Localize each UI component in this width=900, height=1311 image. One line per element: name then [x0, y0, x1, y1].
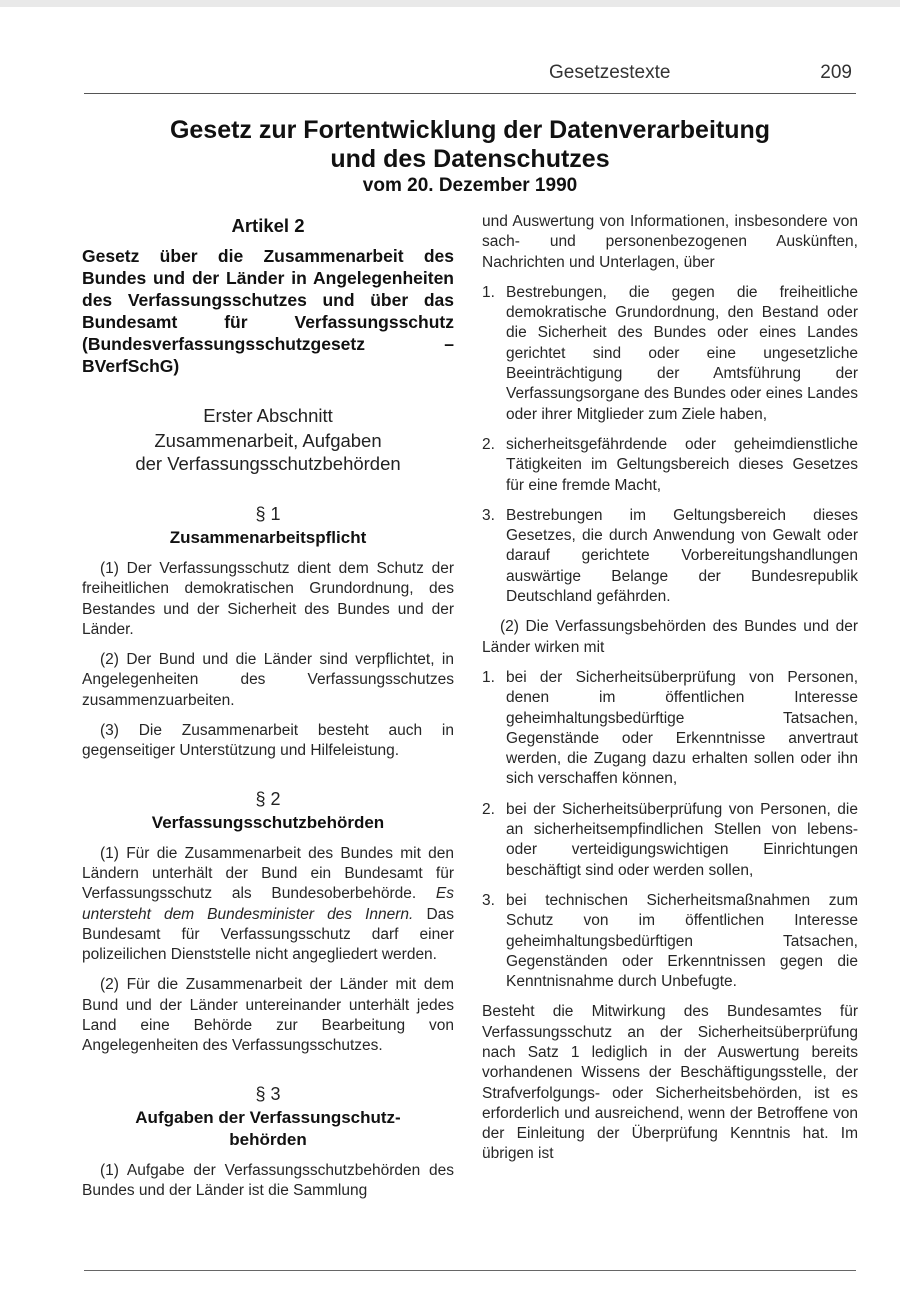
paragraph-2-2: (2) Für die Zusammenarbeit der Länder mit dem Bund und der Länder untereinander unterhält jedes Land eine Behörde zur Bearbeitung von Angelegenheiten des Verfassungsschutzes. [82, 976, 454, 1055]
section-title-line1: Zusammenarbeit, Aufgaben [154, 430, 382, 451]
list-item [482, 283, 858, 425]
page-number: 209 [820, 62, 852, 83]
paragraph-title-3-line2: behörden [229, 1129, 307, 1149]
paragraph-2-1-end: Das Bundesamt für Verfassungsschutz darf einer polizeilichen Dienststelle nicht angegliedert werden. [82, 905, 455, 964]
article-label: Artikel 2 [231, 215, 305, 236]
paragraph-title-3 [82, 1107, 454, 1151]
section-title [82, 430, 454, 475]
right-intro: und Auswertung von Informationen, insbesondere von sach- und personenbezogenen Auskünften, Nachrichten und Unterlagen, über [482, 213, 858, 271]
paragraph-1-3: (3) Die Zusammenarbeit besteht auch in gegenseitiger Unterstützung und Hilfeleistung. [82, 722, 454, 760]
task-list [482, 283, 858, 607]
list-item [482, 668, 858, 790]
list-item-number: 2. [482, 435, 495, 453]
paragraph-2-1-start: (1) Für die Zusammenarbeit des Bundes mit den Ländern unterhält der Bund ein Bundesamt für Verfassungsschutz als Bundesoberbehörde. [82, 844, 454, 903]
list-item-text: bei der Sicherheitsüberprüfung von Personen, die an sicherheitsempfindlichen Stellen von lebens- oder verteidigungswichtigen Einrichtungen beschäftigt sind oder werden sollen, [506, 800, 858, 879]
section-label: Erster Abschnitt [203, 405, 333, 426]
paragraph-sign-1: § 1 [255, 504, 281, 524]
list-item-number: 3. [482, 891, 495, 909]
right-column [482, 212, 858, 1175]
paragraph-title-1: Zusammenarbeitspflicht [169, 528, 367, 547]
list-item [482, 800, 858, 881]
paragraph-2-1-italic: Es untersteht dem Bundesminister des Innern. [82, 885, 454, 923]
left-column [82, 212, 454, 1211]
scan-top-edge [0, 0, 900, 7]
paragraph-title-2: Verfassungsschutzbehörden [151, 812, 385, 832]
list-item-text: bei der Sicherheitsüberprüfung von Personen, denen im öffentlichen Interesse geheimhaltungsbedürftige Tatsachen, Gegenstände oder Erkenntnisse anvertraut werden, die Zugang dazu erhalten sollen oder ihn sich verschaffen können, [506, 668, 858, 788]
list-item-number: 3. [482, 506, 495, 524]
list-item-number: 1. [482, 668, 495, 686]
paragraph-1-1: (1) Der Verfassungsschutz dient dem Schutz der freiheitlichen demokratischen Grundordnung, des Bestandes und der Sicherheit des Bundes und der Länder. [82, 560, 454, 638]
paragraph-title-3-line1: Aufgaben der Verfassungschutz- [135, 1107, 401, 1127]
list-item [482, 891, 858, 992]
footer-rule [84, 1270, 856, 1271]
paragraph-sign-2: § 2 [255, 788, 281, 809]
cooperation-list [482, 668, 858, 992]
header-rule [84, 93, 856, 94]
list-item-text: bei technischen Sicherheitsmaßnahmen zum Schutz von im öffentlichen Interesse geheimhaltungsbedürftigen Tatsachen, Gegenständen oder Erkenntnissen gegen die Kenntnisnahme durch Unbefugte. [506, 891, 858, 991]
list-item-number: 2. [482, 800, 495, 818]
paragraph-3-1: (1) Aufgabe der Verfassungsschutzbehörden des Bundes und der Länder ist die Sammlung [82, 1161, 454, 1199]
paragraph-2-1 [82, 844, 454, 966]
running-header [85, 62, 855, 86]
law-title-line2: und des Datenschutzes [330, 145, 610, 173]
paragraph-sign-3: § 3 [255, 1083, 281, 1104]
list-item-text: sicherheitsgefährdende oder geheimdienstliche Tätigkeiten im Geltungsbereich dieses Gesetzes für eine fremde Macht, [506, 435, 858, 494]
running-header-title: Gesetzestexte [549, 62, 671, 83]
law-date: vom 20. Dezember 1990 [362, 175, 578, 196]
list-item [482, 435, 858, 496]
paragraph-3-2: (2) Die Verfassungsbehörden des Bundes und der Länder wirken mit [482, 618, 858, 656]
list-item [482, 506, 858, 607]
closing-paragraph: Besteht die Mitwirkung des Bundesamtes für Verfassungsschutz an der Sicherheitsüberprüfung nach Satz 1 lediglich in der Auswertung bereits vorhandenen Wissens der Beschäftigungsstelle, der Strafverfolgungs- oder Sicherheitsbehörden, ist es erforderlich und ausreichend, wenn der Betroffene von der Einleitung der Überprüfung Kenntnis hat. Im übrigen ist [482, 1003, 858, 1163]
section-title-line2: der Verfassungsschutzbehörden [135, 452, 401, 474]
article-title: Gesetz über die Zusammenarbeit des Bundes und der Länder in Angelegenheiten des Verfassungsschutzes und über das Bundesamt für Verfassungsschutz (Bundesverfassungsschutzgesetz – BVerfSchG) [82, 246, 454, 376]
law-title-line1: Gesetz zur Fortentwicklung der Datenverarbeitung [169, 116, 771, 144]
law-title [84, 116, 856, 198]
list-item-text: Bestrebungen, die gegen die freiheitliche demokratische Grundordnung, den Bestand oder die Sicherheit des Bundes oder eines Landes gerichtet sind oder eine ungesetzliche Beeinträchtigung der Amtsführung der Verfassungsorgane des Bundes oder eines Landes oder ihrer Mitglieder zum Ziele haben, [506, 283, 858, 423]
list-item-text: Bestrebungen im Geltungsbereich dieses Gesetzes, die durch Anwendung von Gewalt oder darauf gerichtete Vorbereitungshandlungen auswärtige Belange der Bundesrepublik Deutschland gefährden. [506, 506, 858, 606]
list-item-number: 1. [482, 283, 495, 301]
paragraph-1-2: (2) Der Bund und die Länder sind verpflichtet, in Angelegenheiten des Verfassungsschutzes zusammenzuarbeiten. [82, 651, 454, 709]
